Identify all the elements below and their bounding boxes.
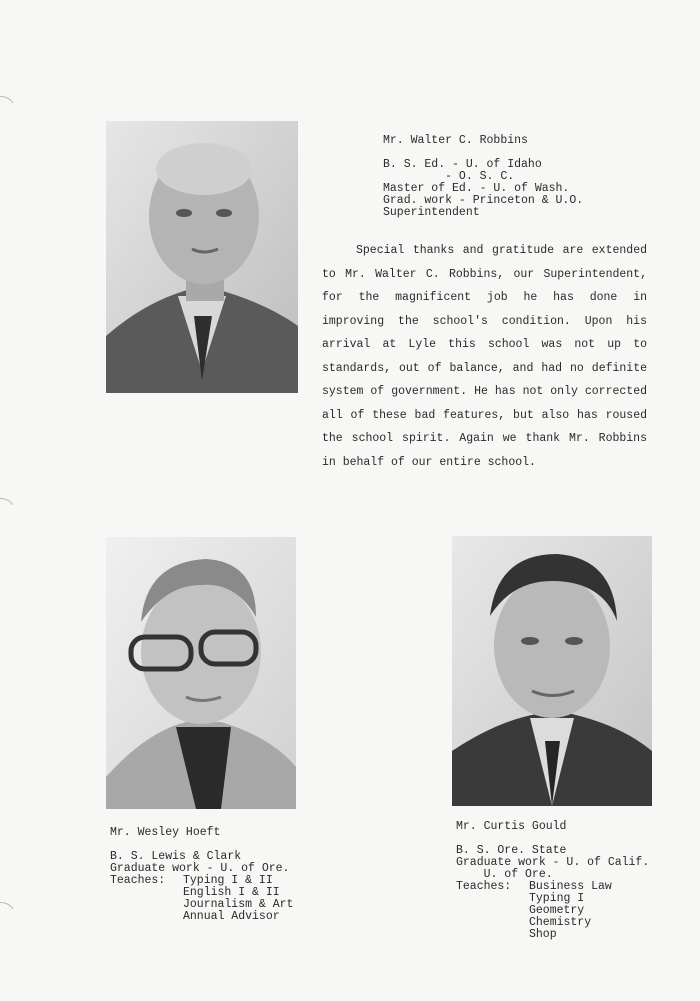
- tribute-paragraph: [322, 239, 647, 474]
- degree-line: B. S. Ore. State: [456, 844, 567, 857]
- graduate-line: Graduate work - U. of Ore.: [110, 862, 290, 875]
- degree-line: B. S. Lewis & Clark: [110, 850, 242, 863]
- teaches-label: Teaches:: [456, 880, 512, 893]
- gould-portrait: [452, 536, 652, 806]
- hoeft-name: Mr. Wesley Hoeft: [110, 826, 221, 839]
- subject-item: Journalism & Art: [183, 898, 294, 911]
- superintendent-portrait: [106, 121, 298, 393]
- gould-name: Mr. Curtis Gould: [456, 820, 567, 833]
- subject-item: Typing I: [529, 892, 585, 905]
- credential-line: Superintendent: [383, 206, 480, 219]
- superintendent-credentials: [383, 159, 583, 219]
- punch-hole-mark: [0, 94, 18, 129]
- graduate-line: Graduate work - U. of Calif.: [456, 856, 650, 869]
- subject-item: English I & II: [183, 886, 280, 899]
- tribute-text: Special thanks and gratitude are extended to Mr. Walter C. Robbins, our Superintendent, for the magnificent job he has done in improving the school's condition. Upon his arrival at Lyle this school was not up to standards, out of balance, and had no definite system of government. He has not only corrected all of these bad features, but also has roused the school spirit. Again we thank Mr. Robbins in behalf of our entire school.: [322, 244, 647, 469]
- subject-item: Shop: [529, 928, 557, 941]
- punch-hole-mark: [0, 900, 18, 935]
- subject-item: Business Law: [529, 880, 612, 893]
- teaches-label: Teaches:: [110, 874, 166, 887]
- subject-item: Chemistry: [529, 916, 592, 929]
- subject-item: Typing I & II: [183, 874, 273, 887]
- subject-item: Annual Advisor: [183, 910, 280, 923]
- graduate-line-2: U. of Ore.: [456, 868, 553, 881]
- credential-line: Grad. work - Princeton & U.O.: [383, 194, 584, 207]
- hoeft-portrait: [106, 537, 296, 809]
- credential-line: - O. S. C.: [383, 170, 515, 183]
- hoeft-credentials: [110, 851, 293, 923]
- superintendent-name: Mr. Walter C. Robbins: [383, 134, 528, 147]
- punch-hole-mark: [0, 496, 18, 531]
- credential-line: Master of Ed. - U. of Wash.: [383, 182, 570, 195]
- subject-item: Geometry: [529, 904, 585, 917]
- credential-line: B. S. Ed. - U. of Idaho: [383, 158, 542, 171]
- gould-credentials: [456, 845, 649, 941]
